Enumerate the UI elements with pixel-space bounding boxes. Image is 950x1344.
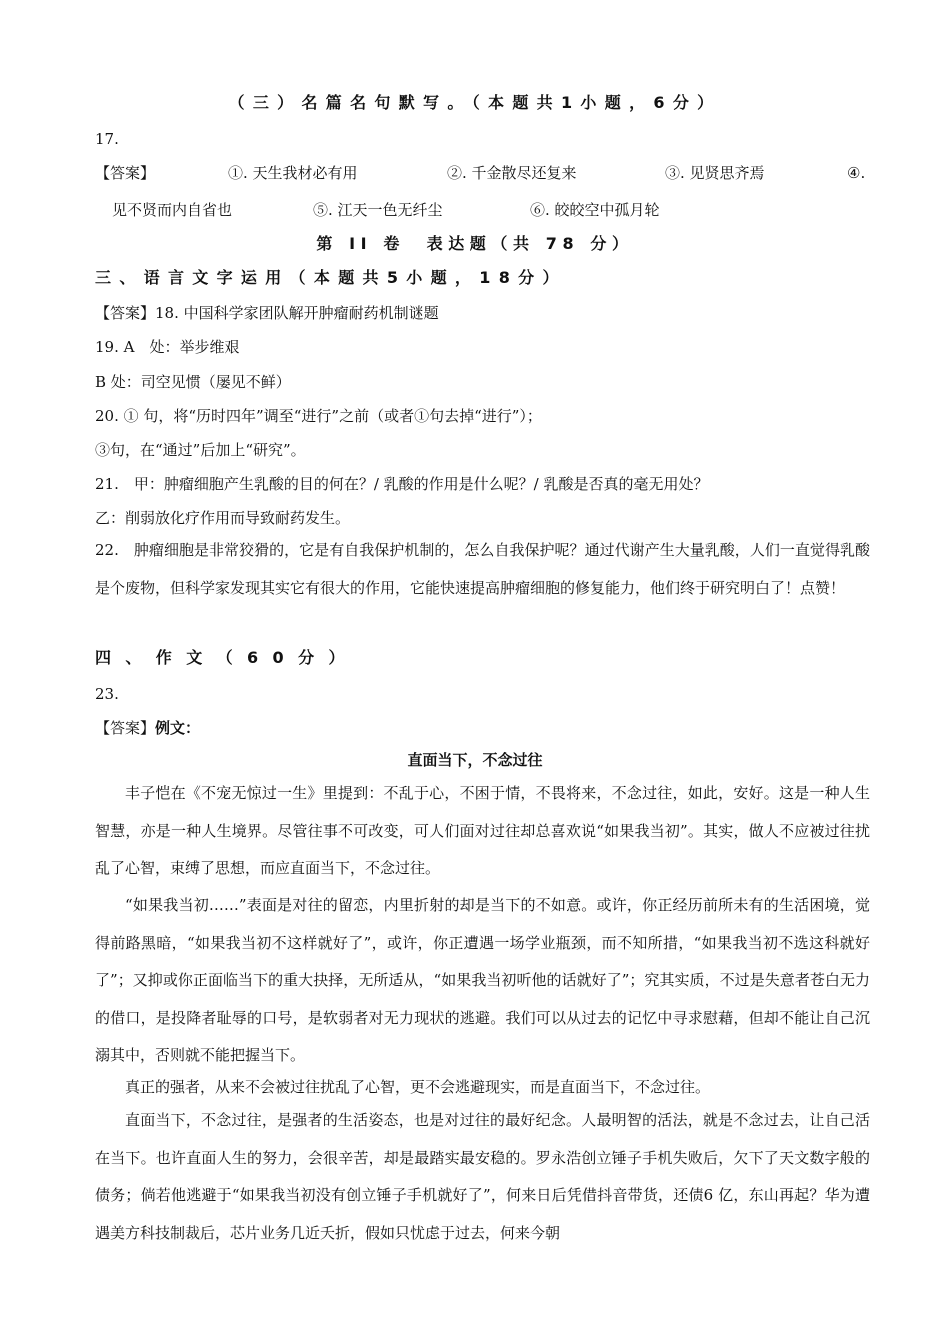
q17-number: 17.	[95, 130, 119, 148]
essay-paragraph-2: “如果我当初……”表面是对往的留恋，内里折射的却是当下的不如意。或许，你正经历前所未有的生活困境，觉得前路黑暗，“如果我当初不这样就好了”，或许，你正遭遇一场学业瓶颈，而不知所措，“如果我当初不选这科就好了”；又抑或你正面临当下的重大抉择，无所适从，“如果我当初听他的话就好了”；究其实质，不过是失意者苍白无力的借口，是投降者耻辱的口号，是软弱者对无力现状的逃避。我们可以从过去的记忆中寻求慰藉，但却不能让自己沉溺其中，否则就不能把握当下。	[95, 896, 870, 1064]
q21-line1: 21. 甲：肿瘤细胞产生乳酸的目的何在？/ 乳酸的作用是什么呢？/ 乳酸是否真的毫无用处？	[95, 475, 709, 493]
essay-title: 直面当下，不念过往	[407, 751, 543, 769]
q23-answer-label: 【答案】	[95, 719, 156, 737]
q22-answer: 22. 肿瘤细胞是非常狡猾的，它是有自我保护机制的，怎么自我保护呢？通过代谢产生大量乳酸，人们一直觉得乳酸是个废物，但科学家发现其实它有很大的作用，它能快速提高肿瘤细胞的修复能力，他们终于研究明白了！点赞！	[95, 541, 870, 597]
q17-item-1: ①. 天生我材必有用	[228, 164, 358, 182]
essay-paragraph-3: 真正的强者，从来不会被过往扰乱了心智，更不会逃避现实，而是直面当下，不念过往。	[125, 1078, 711, 1096]
q17-item-2: ②. 千金散尽还复来	[447, 164, 577, 182]
q17-item-4: 见不贤而内自省也	[112, 201, 233, 219]
q19-b: B 处：司空见惯（屡见不鲜）	[95, 373, 291, 391]
q18-answer: 【答案】18. 中国科学家团队解开肿瘤耐药机制谜题	[95, 304, 439, 322]
part3-title: 三、语言文字运用（本题共5小题，18分）	[95, 268, 567, 287]
q20-line1: 20. ① 句，将“历时四年”调至“进行”之前（或者①句去掉“进行”）；	[95, 407, 542, 425]
q17-item-5: ⑤. 江天一色无纤尘	[313, 201, 443, 219]
q17-item-3: ③. 见贤思齐焉	[665, 164, 765, 182]
essay-paragraph-1: 丰子恺在《不宠无惊过一生》里提到：不乱于心，不困于情，不畏将来，不念过往，如此，安好。这是一种人生智慧，亦是一种人生境界。尽管往事不可改变，可人们面对过往却总喜欢说“如果我当初”。其实，做人不应被过往扰乱了心智，束缚了思想，而应直面当下，不念过往。	[95, 784, 870, 877]
q19-a: 19. A 处：举步维艰	[95, 338, 240, 356]
volume2-title: 第 II 卷 表达题（共 78 分）	[316, 234, 634, 253]
essay-paragraph-4: 直面当下，不念过往，是强者的生活姿态，也是对过往的最好纪念。人最明智的活法，就是不念过去，让自己活在当下。也许直面人生的努力，会很辛苦，却是最踏实最安稳的。罗永浩创立锤子手机失败后，欠下了天文数字般的债务；倘若他逃避于“如果我当初没有创立锤子手机就好了”，何来日后凭借抖音带货，还债6 亿，东山再起？华为遭遇美方科技制裁后，芯片业务几近夭折，假如只忧虑于过去，何来今朝	[95, 1111, 870, 1242]
q17-item-6: ⑥. 皎皎空中孤月轮	[530, 201, 660, 219]
q23-number: 23.	[95, 685, 119, 703]
q17-item-4-marker: ④.	[847, 164, 866, 182]
part4-title: 四、作文（60分）	[95, 648, 359, 667]
q23-answer-line	[95, 718, 200, 738]
q17-answer-label: 【答案】	[95, 164, 156, 182]
q23-example-label: 例文：	[155, 719, 201, 737]
q20-line2: ③句，在“通过”后加上“研究”。	[95, 441, 306, 459]
section3-title: （三）名篇名句默写。（本题共1小题，6分）	[228, 93, 722, 112]
q21-line2: 乙：削弱放化疗作用而导致耐药发生。	[95, 509, 351, 527]
